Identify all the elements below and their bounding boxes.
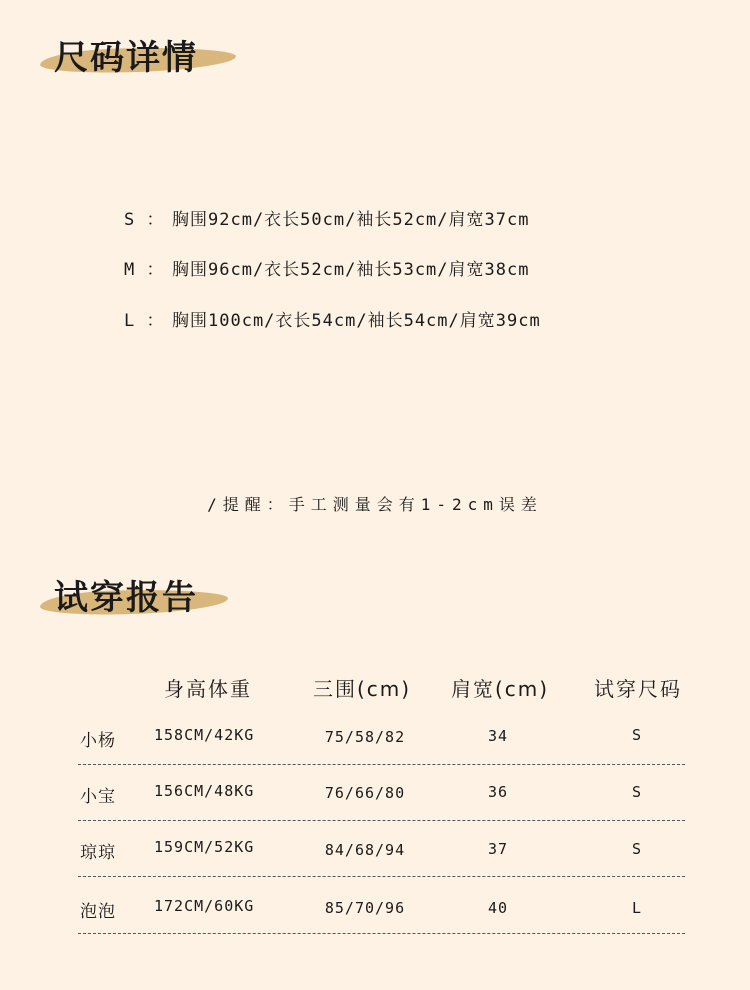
size-line-s	[124, 205, 529, 230]
height-weight: 156CM/48KG	[154, 782, 255, 800]
shoulder: 34	[487, 727, 509, 745]
table-row	[78, 876, 685, 934]
model-name: 泡泡	[80, 902, 116, 922]
fit-size: S	[631, 726, 643, 744]
size-label: M ：	[124, 260, 165, 280]
fit-report-title: 试穿报告	[54, 578, 198, 618]
height-weight: 159CM/52KG	[154, 838, 255, 856]
header-height-weight: 身高体重	[164, 677, 252, 701]
fit-report-heading	[40, 570, 240, 630]
fit-size: S	[631, 783, 643, 801]
height-weight: 172CM/60KG	[154, 897, 255, 915]
fit-size: L	[631, 899, 643, 917]
size-details-heading	[40, 30, 240, 90]
measurements: 84/68/94	[324, 841, 406, 859]
fit-size: S	[631, 840, 643, 858]
height-weight: 158CM/42KG	[154, 726, 255, 744]
size-details-title: 尺码详情	[54, 38, 198, 78]
table-row	[78, 820, 685, 877]
table-row	[78, 708, 685, 765]
size-line-l	[124, 306, 541, 331]
model-name: 琼琼	[80, 843, 116, 863]
measurement-note: /提醒：手工测量会有1-2cm误差	[207, 495, 543, 514]
size-label: L ：	[124, 311, 165, 331]
measurements: 75/58/82	[324, 728, 406, 746]
shoulder: 37	[487, 840, 509, 858]
header-measurements: 三围(cm)	[312, 677, 412, 701]
size-measurements: 胸围92cm/衣长50cm/袖长52cm/肩宽37cm	[172, 210, 530, 230]
measurements: 76/66/80	[324, 784, 406, 802]
size-label: S ：	[124, 210, 165, 230]
table-row	[78, 764, 685, 821]
header-fit-size: 试穿尺码	[594, 677, 682, 701]
shoulder: 36	[487, 783, 509, 801]
model-name: 小宝	[80, 787, 116, 807]
model-name: 小杨	[80, 731, 116, 751]
size-measurements: 胸围96cm/衣长52cm/袖长53cm/肩宽38cm	[172, 260, 530, 280]
measurements: 85/70/96	[324, 899, 406, 917]
size-measurements: 胸围100cm/衣长54cm/袖长54cm/肩宽39cm	[172, 311, 541, 331]
header-shoulder: 肩宽(cm)	[450, 677, 550, 701]
size-line-m	[124, 255, 529, 280]
shoulder: 40	[487, 899, 509, 917]
